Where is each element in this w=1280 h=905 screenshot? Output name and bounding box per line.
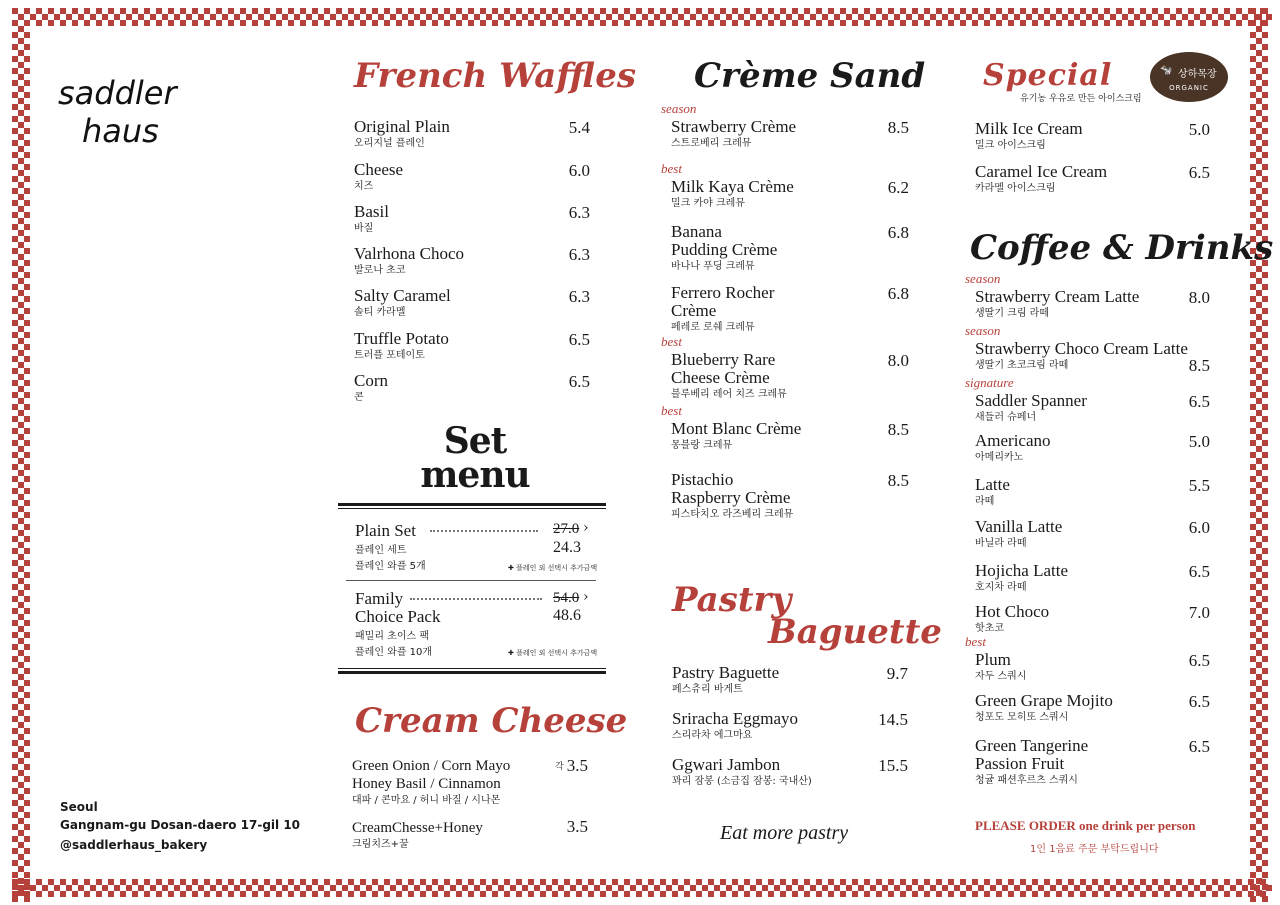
- item-korean: 꽈리 잠봉 (소금집 잠봉: 국내산): [672, 776, 812, 787]
- badge-english: ORGANIC: [1169, 84, 1209, 92]
- item-price: 5.5: [1188, 476, 1210, 495]
- item-name: Strawberry Choco Cream Latte: [975, 339, 1188, 358]
- menu-item: [975, 562, 1068, 595]
- item-price: 6.5: [1188, 163, 1210, 182]
- cream-cheese-item: [352, 819, 483, 852]
- plus-icon: ✚: [508, 564, 517, 572]
- item-name: Latte: [975, 475, 1010, 494]
- item-korean: 생딸기 초코크림 라떼: [975, 360, 1069, 371]
- menu-item: [354, 287, 451, 320]
- organic-badge: [1150, 52, 1228, 102]
- menu-item: [975, 432, 1051, 465]
- item-name: Truffle Potato: [354, 329, 449, 348]
- menu-item: [354, 203, 389, 236]
- set-new-price: 48.6: [553, 607, 581, 624]
- set-divider-bottom: [338, 668, 606, 674]
- item-price: 6.5: [1188, 392, 1210, 411]
- cream-cheese-title: Cream Cheese: [355, 701, 628, 741]
- item-price: 5.4: [568, 118, 590, 137]
- leader-dots: [410, 598, 542, 600]
- item-korean: 호지차 라떼: [975, 582, 1027, 593]
- address-city: Seoul: [60, 800, 98, 814]
- brand-logo: [58, 72, 208, 152]
- set-note: [508, 563, 597, 573]
- menu-item: [975, 518, 1062, 551]
- item-name: Cheese: [354, 160, 404, 179]
- item-name: Ggwari Jambon: [672, 755, 781, 774]
- item-name: Caramel Ice Cream: [975, 162, 1108, 181]
- arrow-icon: ›: [583, 520, 589, 536]
- cow-icon: 🐄: [1160, 65, 1173, 76]
- item-korean: 청포도 모히또 스쿼시: [975, 712, 1069, 723]
- item-price: 3.5: [566, 817, 588, 836]
- menu-item: [975, 392, 1087, 425]
- set-old-price: 27.0: [553, 521, 580, 537]
- item-name: Original Plain: [354, 117, 450, 136]
- item-name: Strawberry Crème: [671, 117, 797, 136]
- menu-item: [975, 476, 1010, 509]
- menu-item: [354, 161, 403, 194]
- menu-item: [671, 223, 777, 274]
- item-name: Ferrero Rocher: [671, 283, 775, 302]
- item-korean: 바나나 푸딩 크레뮤: [671, 261, 755, 272]
- set-note: [508, 648, 597, 658]
- item-korean: 핫초코: [975, 623, 1004, 634]
- item-korean: 몽블랑 크레뮤: [671, 440, 733, 451]
- menu-item: [671, 284, 774, 335]
- menu-item: [975, 120, 1083, 153]
- item-price: 8.0: [887, 351, 909, 370]
- item-korean: 페레로 로쉐 크레뮤: [671, 322, 755, 333]
- item-name: Vanilla Latte: [975, 517, 1063, 536]
- item-name-2: Crème: [671, 301, 717, 320]
- badge-korean: 상하목장: [1178, 69, 1217, 80]
- item-tag-best: best: [661, 403, 682, 418]
- item-price: 6.5: [1188, 651, 1210, 670]
- pastry-title-1: Pastry: [672, 580, 792, 620]
- menu-item: [672, 756, 812, 789]
- price-prefix: 각: [555, 762, 564, 772]
- set-old-price: 54.0: [553, 590, 580, 606]
- item-price: 8.5: [1188, 356, 1210, 375]
- item-price: 6.5: [1188, 737, 1210, 756]
- item-price: 9.7: [886, 664, 908, 683]
- item-price: 6.2: [887, 178, 909, 197]
- set-item-name: Family: [355, 589, 404, 608]
- item-name-2: Cheese Crème: [671, 368, 770, 387]
- item-name: Plum: [975, 650, 1011, 669]
- item-name: Hojicha Latte: [975, 561, 1068, 580]
- item-name: Salty Caramel: [354, 286, 451, 305]
- item-name: Mont Blanc Crème: [671, 419, 802, 438]
- item-korean: 바질: [354, 223, 374, 234]
- arrow-icon: ›: [583, 589, 589, 605]
- order-note-en: PLEASE ORDER one drink per person: [975, 818, 1196, 833]
- item-name: Green Tangerine: [975, 736, 1089, 755]
- item-name: Americano: [975, 431, 1051, 450]
- item-price: 6.5: [1188, 692, 1210, 711]
- item-name: Green Grape Mojito: [975, 691, 1113, 710]
- set-divider-top: [338, 503, 606, 509]
- special-subtitle: 유기농 우유로 만든 아이스크림: [1020, 94, 1142, 104]
- instagram-handle: @saddlerhaus_bakery: [60, 838, 208, 852]
- item-price: 3.5: [566, 756, 588, 775]
- item-price: 6.0: [568, 161, 590, 180]
- item-korean: 밀크 아이스크림: [975, 140, 1046, 151]
- item-name-2: Raspberry Crème: [671, 488, 791, 507]
- item-korean: 카라멜 아이스크림: [975, 183, 1056, 194]
- item-korean: 콘: [354, 392, 364, 403]
- item-korean: 오리지널 플레인: [354, 138, 425, 149]
- menu-item: [975, 288, 1139, 321]
- item-tag-best: best: [661, 334, 682, 349]
- item-korean: 자두 스쿼시: [975, 671, 1027, 682]
- item-name: Strawberry Cream Latte: [975, 287, 1140, 306]
- logo-line-2: haus: [82, 112, 159, 150]
- item-name: Pastry Baguette: [672, 663, 780, 682]
- item-price: 6.5: [568, 372, 590, 391]
- menu-item: [975, 163, 1107, 196]
- cream-cheese-item: [352, 757, 510, 808]
- menu-item: [671, 351, 787, 402]
- menu-item: [671, 471, 793, 522]
- item-price: 6.8: [887, 284, 909, 303]
- item-korean: 스트로베리 크레뮤: [671, 138, 752, 149]
- set-note-text: 플레인 외 선택시 추가금액: [516, 649, 598, 657]
- item-price: 14.5: [878, 710, 908, 729]
- pastry-title-2: Baguette: [768, 612, 942, 652]
- menu-item: [354, 372, 388, 405]
- item-korean: 새들러 슈페너: [975, 412, 1037, 423]
- item-korean: 페스츄리 바게트: [672, 684, 743, 695]
- item-price: 8.5: [887, 471, 909, 490]
- set-item-name-2: Choice Pack: [355, 607, 441, 626]
- item-korean: 피스타치오 라즈베리 크레뮤: [671, 509, 794, 520]
- item-tag-season: season: [661, 101, 697, 116]
- item-korean: 발로나 초코: [354, 265, 406, 276]
- order-note-ko: 1인 1음료 주문 부탁드립니다: [1030, 844, 1159, 855]
- set-menu-title: [400, 420, 550, 496]
- set-divider-mid: [346, 580, 596, 581]
- menu-item: [975, 651, 1026, 684]
- item-price: 6.5: [1188, 562, 1210, 581]
- item-tag-season: season: [965, 323, 1001, 338]
- set-title-line-2: menu: [420, 454, 530, 496]
- menu-item: [672, 710, 798, 743]
- menu-item: [672, 664, 779, 697]
- logo-line-1: saddler: [58, 74, 177, 112]
- set-note-text: 플레인 외 선택시 추가금액: [516, 564, 598, 572]
- item-korean: 아메리카노: [975, 452, 1024, 463]
- item-ko: 크림치즈+꿀: [352, 839, 409, 850]
- menu-item: [354, 118, 450, 151]
- set-new-price: 24.3: [553, 539, 581, 556]
- menu-item: [354, 245, 464, 278]
- item-price: 5.0: [1188, 120, 1210, 139]
- item-price: 6.0: [1188, 518, 1210, 537]
- item-tag-best: best: [661, 161, 682, 176]
- menu-item: [975, 692, 1113, 725]
- item-korean: 솔티 카라멜: [354, 307, 406, 318]
- item-korean: 트러플 포테이토: [354, 350, 425, 361]
- set-item-ko: 플레인 세트: [355, 545, 407, 556]
- item-korean: 스리라차 에그마요: [672, 730, 753, 741]
- item-name: Milk Ice Cream: [975, 119, 1083, 138]
- item-name: Milk Kaya Crème: [671, 177, 794, 196]
- item-name: Corn: [354, 371, 388, 390]
- menu-item: [975, 603, 1049, 636]
- item-name: Pistachio: [671, 470, 734, 489]
- item-name: Hot Choco: [975, 602, 1050, 621]
- item-name: Sriracha Eggmayo: [672, 709, 799, 728]
- item-tag-best: best: [965, 634, 986, 649]
- item-tag-season: season: [965, 271, 1001, 286]
- set-item-ko-2: 플레인 와플 5개: [355, 561, 426, 572]
- item-name: Basil: [354, 202, 389, 221]
- item-name-2: Passion Fruit: [975, 754, 1065, 773]
- pastry-slogan: Eat more pastry: [720, 822, 849, 844]
- item-price: 8.0: [1188, 288, 1210, 307]
- leader-dots: [430, 530, 538, 532]
- item-price: 6.3: [568, 287, 590, 306]
- item-korean: 바닐라 라떼: [975, 538, 1027, 549]
- item-price: 7.0: [1188, 603, 1210, 622]
- menu-item: [975, 737, 1088, 788]
- set-item-plain: [355, 522, 426, 574]
- item-name-2: Pudding Crème: [671, 240, 778, 259]
- item-name: Green Onion / Corn Mayo: [352, 758, 511, 774]
- item-korean: 라떼: [975, 496, 995, 507]
- item-name: Valrhona Choco: [354, 244, 465, 263]
- item-price: 8.5: [887, 420, 909, 439]
- item-name: Blueberry Rare: [671, 350, 776, 369]
- set-item-ko-2: 플레인 와플 10개: [355, 647, 433, 658]
- set-item-family: [355, 590, 440, 660]
- menu-item: [671, 118, 796, 151]
- item-korean: 블루베리 레어 치즈 크레뮤: [671, 389, 787, 400]
- item-korean: 청귤 패션후르츠 스쿼시: [975, 775, 1078, 786]
- item-ko: 대파 / 콘마요 / 허니 바질 / 시나몬: [352, 795, 501, 806]
- menu-item: [354, 330, 449, 363]
- item-korean: 치즈: [354, 181, 374, 192]
- item-price: 6.3: [568, 245, 590, 264]
- item-price: 6.8: [887, 223, 909, 242]
- set-title-line-1: Set: [443, 420, 507, 462]
- item-price: 15.5: [878, 756, 908, 775]
- item-price: 6.5: [568, 330, 590, 349]
- item-tag-signature: signature: [965, 375, 1014, 390]
- set-item-name: Plain Set: [355, 521, 416, 540]
- item-price: 8.5: [887, 118, 909, 137]
- item-name: CreamChesse+Honey: [352, 820, 483, 836]
- item-name: Banana: [671, 222, 722, 241]
- item-korean: 생딸기 크림 라떼: [975, 308, 1049, 319]
- address-street: Gangnam-gu Dosan-daero 17-gil 10: [60, 818, 301, 832]
- item-korean: 밀크 카야 크레뮤: [671, 198, 745, 209]
- item-price: 5.0: [1188, 432, 1210, 451]
- set-item-ko: 패밀리 초이스 팩: [355, 631, 429, 642]
- drinks-title: Coffee & Drinks: [970, 228, 1274, 268]
- item-price: 6.3: [568, 203, 590, 222]
- menu-item: [671, 420, 801, 453]
- item-name-2: Honey Basil / Cinnamon: [352, 776, 501, 792]
- item-name: Saddler Spanner: [975, 391, 1087, 410]
- plus-icon: ✚: [508, 649, 517, 657]
- special-title: Special: [983, 58, 1113, 93]
- waffles-title: French Waffles: [354, 56, 637, 96]
- creme-sand-title: Crème Sand: [694, 56, 926, 96]
- menu-item: [671, 178, 794, 211]
